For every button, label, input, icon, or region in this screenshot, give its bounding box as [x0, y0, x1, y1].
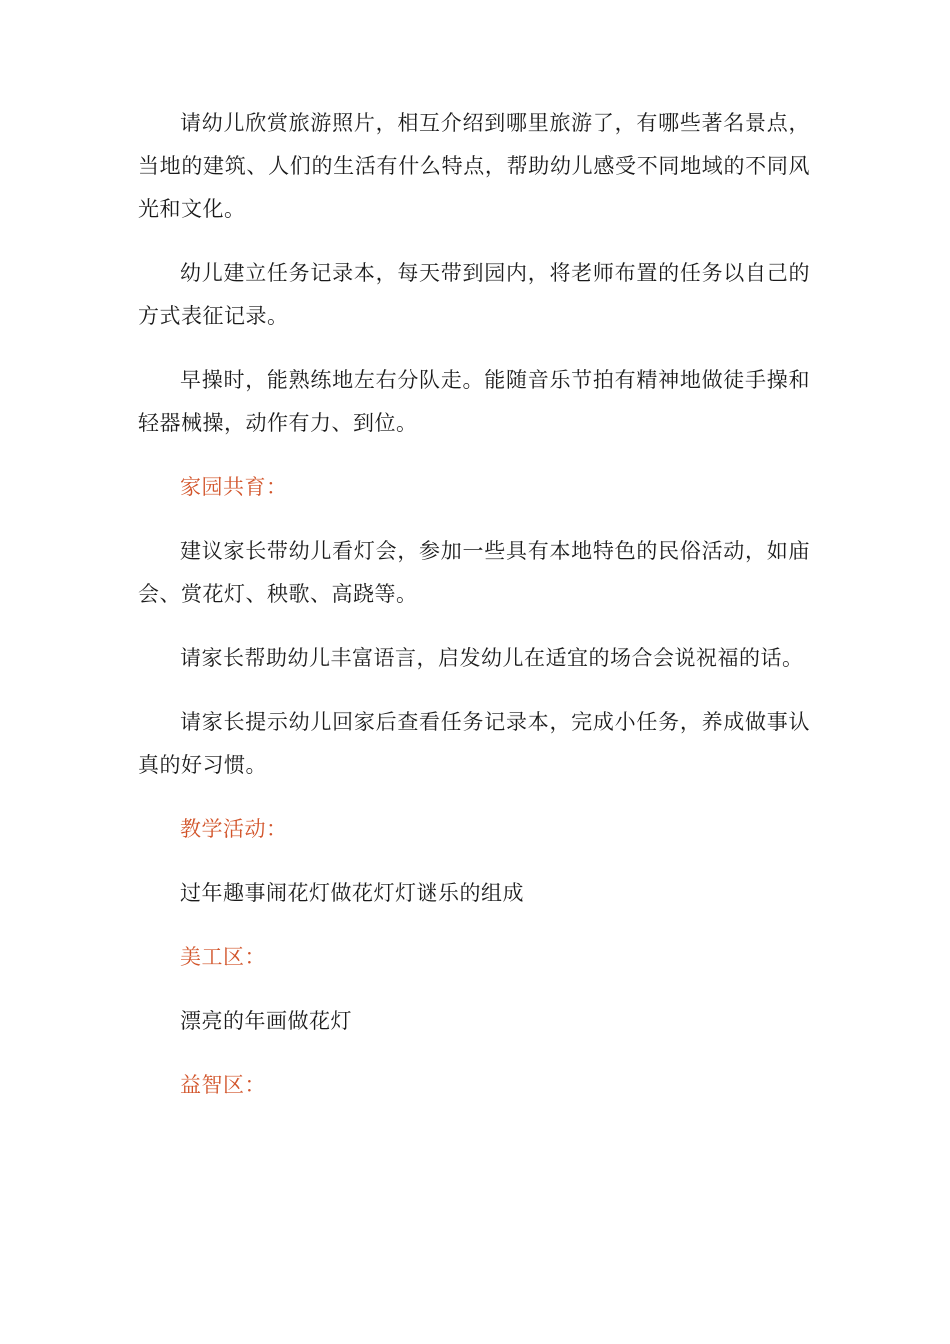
paragraph-task-notebook: 幼儿建立任务记录本，每天带到园内，将老师布置的任务以自己的方式表征记录。 — [138, 261, 810, 328]
heading-art-area: 美工区： — [180, 945, 266, 969]
heading-home-school: 家园共育： — [180, 475, 288, 499]
document-page — [138, 102, 810, 1128]
paragraph-language: 请家长帮助幼儿丰富语言，启发幼儿在适宜的场合会说祝福的话。 — [180, 646, 804, 670]
paragraph-lantern-fair: 建议家长带幼儿看灯会，参加一些具有本地特色的民俗活动，如庙会、赏花灯、秧歌、高跷等。 — [138, 539, 810, 606]
heading-puzzle-area: 益智区： — [180, 1073, 266, 1097]
teaching-content: 过年趣事闹花灯做花灯灯谜乐的组成 — [180, 881, 524, 905]
heading-teaching: 教学活动： — [180, 817, 288, 841]
paragraph-habits: 请家长提示幼儿回家后查看任务记录本，完成小任务，养成做事认真的好习惯。 — [138, 710, 810, 777]
art-content: 漂亮的年画做花灯 — [180, 1009, 352, 1033]
paragraph-morning-exercise: 早操时，能熟练地左右分队走。能随音乐节拍有精神地做徒手操和轻器械操，动作有力、到位。 — [138, 368, 810, 435]
paragraph-travel-photos: 请幼儿欣赏旅游照片，相互介绍到哪里旅游了，有哪些著名景点，当地的建筑、人们的生活有什么特点，帮助幼儿感受不同地域的不同风光和文化。 — [138, 111, 810, 221]
